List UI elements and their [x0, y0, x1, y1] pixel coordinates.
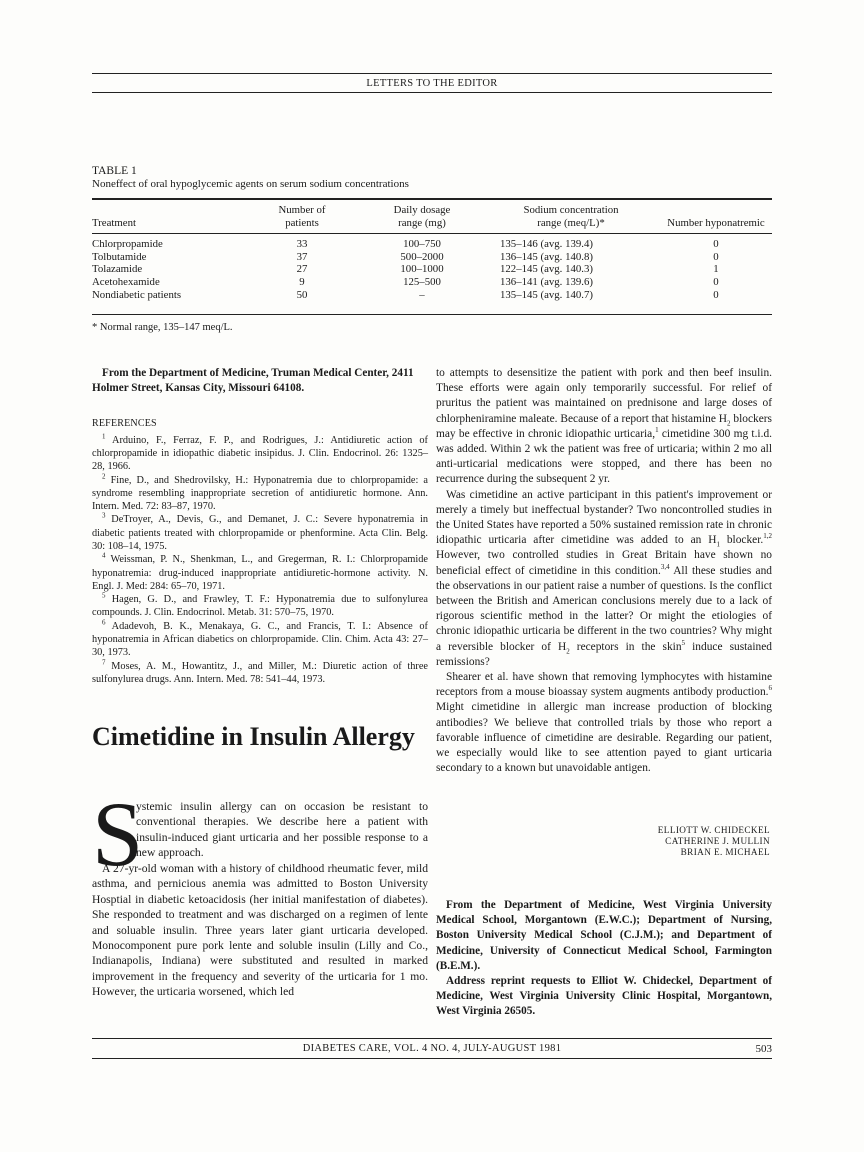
- author-affiliations: [436, 898, 772, 1020]
- table-cell: 33: [296, 238, 308, 251]
- table-cell: 136–141 (avg. 139.6): [500, 275, 593, 288]
- left-column: [92, 366, 428, 686]
- author-name: BRIAN E. MICHAEL: [680, 847, 770, 858]
- table-bottom-rule: [92, 314, 772, 315]
- table-row: [92, 289, 772, 306]
- table-top-rule: [92, 198, 772, 200]
- intro-text: ystemic insulin allergy can on occasion be resistant to conventional therapies. We describe here a patient with insulin-induced giant urticaria and her possible response to a new approach.: [136, 800, 428, 860]
- table-cell: 0: [713, 275, 719, 288]
- table-cell: 100–750: [403, 238, 441, 251]
- table-cell: Tolbutamide: [92, 250, 147, 263]
- table-cell: 125–500: [403, 275, 441, 288]
- table-cell: Tolazamide: [92, 263, 143, 276]
- column-header-dosage: Daily dosage range (mg): [393, 204, 451, 229]
- table-cell: 135–146 (avg. 139.4): [500, 238, 593, 251]
- table-cell: Chlorpropamide: [92, 238, 163, 251]
- table-row: [92, 263, 772, 276]
- table-cell: 0: [713, 288, 719, 301]
- table-cell: 135–145 (avg. 140.7): [500, 288, 593, 301]
- body-paragraph: Was cimetidine an active participant in this patient's improvement or merely a timely but ineffectual bystander? Two noncontrolled studies in the United States have reported a 50% sustained remission rate in chronic idiopathic urticaria after cimetidine was added to an $H_1$ blocker.$^{1,2}$ However, two controlled studies in Great Britain have shown no beneficial effect of cimetidine in this condition.$^{3,4}$ All these studies and the observations in our patient raise a number of questions. Is the conflict between the British and American conclusions merely due to a lack of rigorous scientific method in the latter? Or might the etiologies of chronic idiopathic urticaria be different in the two countries? Why might a reversible blocker of $H_2$ receptors in the skin$^5$ induce sustained remissions?: [436, 488, 772, 668]
- page-number: 503: [755, 1043, 772, 1055]
- column-header-sodium: Sodium concentration range (meq/L)*: [523, 204, 619, 229]
- table-row: [92, 251, 772, 264]
- table-caption: Noneffect of oral hypoglycemic agents on serum sodium concentrations: [92, 178, 409, 190]
- table-header-row: [92, 202, 772, 234]
- table-cell: 0: [713, 250, 719, 263]
- table-cell: 0: [713, 238, 719, 251]
- table-cell: –: [419, 288, 425, 301]
- column-header-treatment: Treatment: [92, 216, 136, 229]
- author-name: CATHERINE J. MULLIN: [665, 836, 770, 847]
- running-head: LETTERS TO THE EDITOR: [366, 78, 498, 89]
- footer-rule-bottom: [92, 1058, 772, 1059]
- affiliation: From the Department of Medicine, Truman Medical Center, 2411 Holmer Street, Kansas City, Missouri 64108.: [92, 367, 414, 395]
- affiliation-text: From the Department of Medicine, West Virginia University Medical School, Morgantown (E.W.C.); Department of Nursing, Boston University Medical School (C.J.M.); and Department of Medicine, University of Connecticut Medical School, Farmington (B.E.M.).: [436, 899, 772, 972]
- column-header-patients: Number of patients: [278, 204, 326, 229]
- table-cell: Acetohexamide: [92, 275, 160, 288]
- table-cell: 100–1000: [400, 263, 444, 276]
- table-cell: 37: [296, 250, 308, 263]
- table-cell: 122–145 (avg. 140.3): [500, 263, 593, 276]
- reference-item: $^6$ Adadevoh, B. K., Menakaya, G. C., and Francis, T. I.: Absence of hyponatremia in African diabetics on chlorpropamide. Clin. Chim. Acta 43: 27–30, 1973.: [92, 618, 428, 659]
- table-label: TABLE 1: [92, 165, 137, 177]
- footer-rule-top: [92, 1038, 772, 1039]
- author-signatures: [580, 825, 770, 859]
- reference-item: $^3$ DeTroyer, A., Devis, G., and Demanet, J. C.: Severe hyponatremia in diabetic patients treated with chlorpropamide or phenformine. Acta Clin. Belg. 30: 108–14, 1975.: [92, 511, 429, 552]
- reference-item: $^7$ Moses, A. M., Howantitz, J., and Miller, M.: Diuretic action of three sulfonylurea drugs. Ann. Intern. Med. 78: 541–44, 1973.: [92, 658, 428, 685]
- reprint-request: Address reprint requests to Elliot W. Chideckel, Department of Medicine, West Virginia University Clinic Hospital, Morgantown, West Virginia 26505.: [436, 975, 772, 1018]
- table-cell: 136–145 (avg. 140.8): [500, 250, 593, 263]
- table-cell: Nondiabetic patients: [92, 288, 182, 301]
- table-row: [92, 276, 772, 289]
- column-header-hyponatremic: Number hyponatremic: [667, 216, 765, 229]
- table-cell: 9: [299, 275, 305, 288]
- right-column: [436, 366, 772, 776]
- table-row: [92, 234, 772, 251]
- article-body-left: [92, 861, 428, 1000]
- table-cell: 27: [296, 263, 308, 276]
- drop-cap: S: [92, 783, 144, 885]
- body-paragraph: Shearer et al. have shown that removing lymphocytes with histamine receptors from a mouse bioassay system augments antibody production.$^6$ Might cimetidine in allergic man increase production of blocking antibodies? We believe that controlled trials by those who report a favorable influence of cimetidine are desirable. Regarding our patient, we especially would like to see attention payed to giant urticaria secondary to a known but unavoidable antigen.: [436, 671, 772, 775]
- author-name: ELLIOTT W. CHIDECKEL: [657, 825, 770, 835]
- header-rule-top: [92, 73, 772, 74]
- reference-item: $^2$ Fine, D., and Shedrovilsky, H.: Hyponatremia due to chlorpropamide: a syndrome resembling inappropriate secretion of antidiuretic hormone. Ann. Intern. Med. 72: 83–87, 1970.: [92, 472, 428, 513]
- table-footnote: * Normal range, 135–147 meq/L.: [92, 322, 233, 333]
- table-cell: 500–2000: [400, 250, 444, 263]
- reference-item: $^4$ Weissman, P. N., Shenkman, L., and Gregerman, R. I.: Chlorpropamide hyponatremia: drug-induced inappropriate antidiuretic-hormone activity. N. Engl. J. Med: 284: 65–70, 1971.: [92, 551, 428, 592]
- body-paragraph: to attempts to desensitize the patient with pork and then beef insulin. These efforts were again only temporarily successful. For relief of pruritus the patient was maintained on prednisone and large doses of chlorpheniramine maleate. Because of a report that histamine $H_2$ blockers may be effective in chronic idiopathic urticaria,$^1$ cimetidine 300 mg t.i.d. was added. Within 2 wk the patient was free of urticaria; within 2 mo all anti-urticarial medications were stopped, and there has been no recurrence during the subsequent 2 yr.: [436, 367, 772, 486]
- reference-item: $^5$ Hagen, G. D., and Frawley, T. F.: Hyponatremia due to sulfonylurea compounds. J. Clin. Endocrinol. Metab. 31: 570–75, 1970.: [92, 591, 429, 619]
- journal-footer: DIABETES CARE, VOL. 4 NO. 4, JULY-AUGUST 1981: [302, 1043, 562, 1054]
- article-title: Cimetidine in Insulin Allergy: [92, 722, 415, 751]
- data-table: [92, 202, 772, 305]
- article-intro: [136, 799, 428, 861]
- header-rule-bottom: [92, 92, 772, 93]
- table-cell: 50: [296, 288, 308, 301]
- body-paragraph: A 27-yr-old woman with a history of childhood rheumatic fever, mild asthma, and pernicious anemia was admitted to Boston University Hosptial in diabetic ketoacidosis (her initial manifestation of diabetes). She responded to treatment and was discharged on a regimen of lente and soluable insulin. Three years later giant urticaria developed. Monocomponent pure pork lente and soluble insulin (Lilly and Co., Indianapolis, Indiana) were substituted and resulted in marked improvement in the frequency and severity of the urticaria for 1 mo. However, the urticaria worsened, which led: [92, 862, 428, 999]
- table-cell: 1: [713, 263, 719, 276]
- reference-item: $^1$ Arduino, F., Ferraz, F. P., and Rodrigues, J.: Antidiuretic action of chlorpropamide in idiopathic diabetic insipidus. J. Clin. Endocrinol. 26: 1325–28, 1966.: [92, 432, 428, 473]
- references-heading: REFERENCES: [92, 418, 157, 430]
